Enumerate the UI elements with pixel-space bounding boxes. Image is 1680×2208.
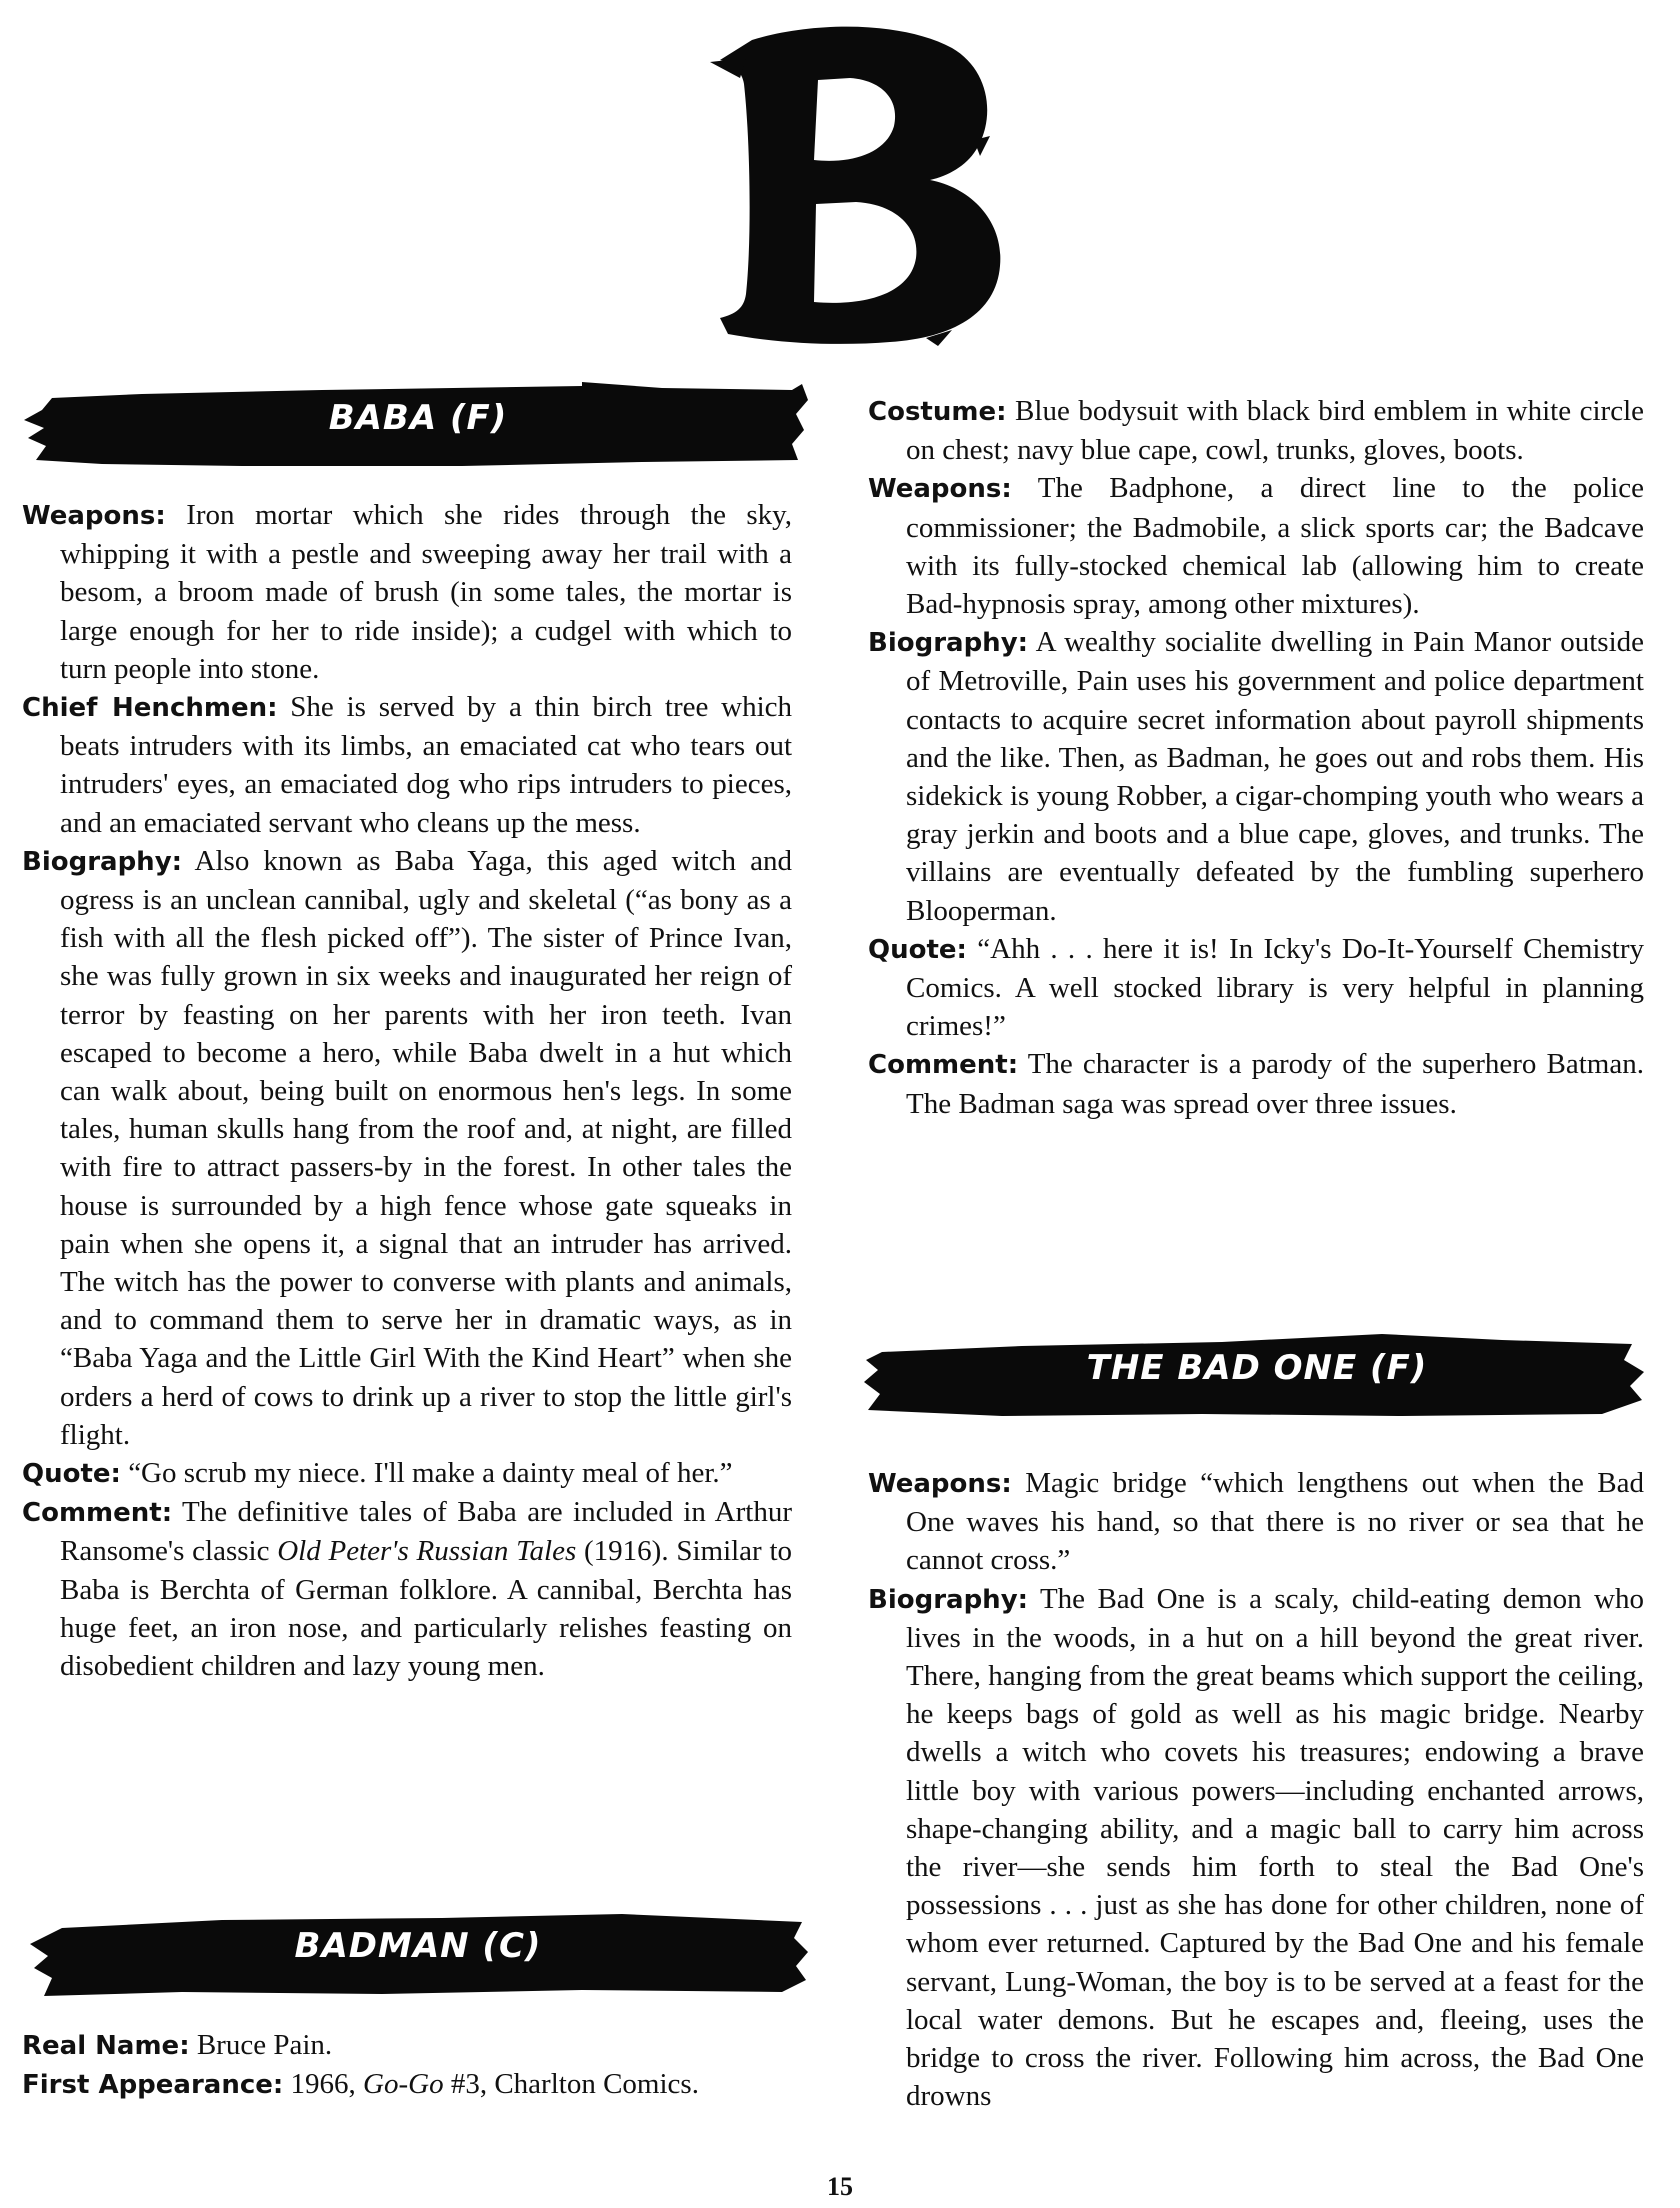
- field-weapons: [868, 469, 1644, 623]
- entry-body-baba: [22, 496, 792, 1685]
- field-real-name: [22, 2026, 792, 2065]
- entry-body-bad-one: [868, 1464, 1644, 2115]
- field-label: Chief Henchmen:: [22, 693, 278, 724]
- entry-title: BADMAN (C): [294, 1926, 542, 1966]
- page-number: 15: [827, 2172, 853, 2201]
- field-chief-henchmen: [22, 688, 792, 842]
- field-text: A wealthy socialite dwelling in Pain Manor outside of Metroville, Pain uses his government and police department contacts to acquire secret information about payroll shipments and the like. Then, as Badman, he goes out and robs them. His sidekick is young Robber, a cigar-chomping youth who wears a gray jerkin and boots and a blue cape, gloves, and trunks. The villains are eventually defeated by the fumbling superhero Blooperman.: [906, 626, 1644, 927]
- field-biography: [22, 842, 792, 1454]
- field-label: Quote:: [22, 1459, 121, 1490]
- entry-title: THE BAD ONE (F): [1086, 1348, 1428, 1388]
- comic-title: Go-Go: [363, 2068, 444, 2101]
- field-label: Weapons:: [868, 474, 1012, 505]
- field-text: She is served by a thin birch tree which beats intruders with its limbs, an emaciated cat who tears out intruders' eyes, an emaciated dog who rips intruders to pieces, and an emaciated servant who cleans up the mess.: [60, 691, 793, 839]
- field-text: Magic bridge “which lengthens out when the Bad One waves his hand, so that there is no river or sea that he cannot cross.”: [906, 1467, 1644, 1577]
- field-comment: [868, 1045, 1644, 1122]
- field-label: Biography:: [22, 846, 183, 877]
- field-biography: [868, 623, 1644, 930]
- entry-banner-baba: [22, 380, 814, 470]
- field-costume: [868, 392, 1644, 469]
- field-label: First Appearance:: [22, 2070, 284, 2101]
- entry-banner-badman: [22, 1908, 814, 1998]
- field-weapons: [22, 496, 792, 688]
- field-text: Blue bodysuit with black bird emblem in white circle on chest; navy blue cape, cowl, trunks, gloves, boots.: [906, 395, 1645, 467]
- field-label: Biography:: [868, 1584, 1029, 1615]
- field-text: Bruce Pain.: [196, 2029, 333, 2061]
- field-text: 1966,: [290, 2068, 364, 2101]
- field-text: Also known as Baba Yaga, this aged witch and ogress is an unclean cannibal, ugly and skeletal (“as bony as a fish with all the flesh picked off”). The sister of Prince Ivan, she was fully grown in six weeks and inaugurated her reign of terror by feasting on her parents with her iron teeth. Ivan escaped to become a hero, while Baba dwelt in a hut which can walk about, being built on enormous hen's legs. In some tales, human skulls hang from the roof and, at night, are filled with fire to attract passers-by in the forest. In other tales the house is surrounded by a high fence whose gate squeaks in pain when she opens it, a signal that an intruder has arrived. The witch has the power to converse with plants and animals, and to command them to serve her in dramatic ways, as in “Baba Yaga and the Little Girl With the Kind Heart” when she orders a herd of cows to drink up a river to stop the little girl's flight.: [60, 844, 793, 1451]
- field-label: Real Name:: [22, 2031, 190, 2061]
- field-weapons: [868, 1464, 1644, 1580]
- field-text: “Ahh . . . here it is! In Icky's Do-It-Yourself Chemistry Comics. A well stocked library is very helpful in planning crimes!”: [906, 932, 1644, 1043]
- field-label: Comment:: [868, 1050, 1019, 1081]
- field-label: Biography:: [868, 628, 1029, 659]
- field-text: The character is a parody of the superhero Batman. The Badman saga was spread over three issues.: [906, 1048, 1644, 1120]
- field-text: The definitive tales of Baba are included in Arthur Ransome's classic: [60, 1496, 792, 1568]
- section-letter: [690, 18, 1010, 348]
- field-comment: [22, 1493, 792, 1685]
- field-text: The Badphone, a direct line to the police commissioner; the Badmobile, a slick sports car; the Badcave with its fully-stocked chemical lab (allowing him to create Bad-hypnosis spray, among other mixtures).: [906, 472, 1645, 621]
- field-label: Weapons:: [868, 1469, 1012, 1499]
- field-text: “Go scrub my niece. I'll make a dainty meal of her.”: [128, 1457, 733, 1490]
- field-label: Quote:: [868, 934, 967, 965]
- book-title: Old Peter's Russian Tales: [277, 1535, 577, 1568]
- field-text: Iron mortar which she rides through the sky, whipping it with a pestle and sweeping away her trail with a besom, a broom made of brush (in some tales, the mortar is large enough for her to ride inside); a cudgel with which to turn people into stone.: [60, 499, 793, 685]
- field-quote: [868, 930, 1644, 1046]
- field-label: Weapons:: [22, 501, 166, 531]
- entry-body-badman-start: [22, 2026, 792, 2104]
- field-text: #3, Charlton Comics.: [443, 2068, 699, 2101]
- field-quote: [22, 1454, 792, 1493]
- field-first-appearance: [22, 2065, 792, 2104]
- entry-title: BABA (F): [328, 398, 508, 438]
- field-biography: [868, 1580, 1644, 2116]
- field-text: The Bad One is a scaly, child-eating demon who lives in the woods, in a hut on a hill beyond the great river. There, hanging from the great beams which support the ceiling, he keeps bags of gold as well as his magic bridge. Nearby dwells a witch who covets his treasures; endowing a brave little boy with various powers—including enchanted arrows, shape-changing ability, and a magic ball to carry him across the river—she sends him forth to steal the Bad One's possessions . . . just as she has done for other children, none of whom ever returned. Captured by the Bad One and his female servant, Lung-Woman, the boy is to be served at a feast for the local water demons. But he escapes and, fleeing, uses the bridge to cross the river. Following him across, the Bad One drowns: [906, 1582, 1644, 2113]
- brush-letter-b: [690, 18, 1010, 348]
- field-label: Costume:: [868, 397, 1007, 427]
- entry-banner-bad-one: [862, 1330, 1652, 1420]
- entry-body-badman-cont: [868, 392, 1644, 1123]
- field-text: (1916). Similar to Baba is Berchta of German folklore. A cannibal, Berchta has huge feet, an iron nose, and particularly relishes feasting on disobedient children and lazy young men.: [60, 1535, 793, 1683]
- field-label: Comment:: [22, 1498, 173, 1529]
